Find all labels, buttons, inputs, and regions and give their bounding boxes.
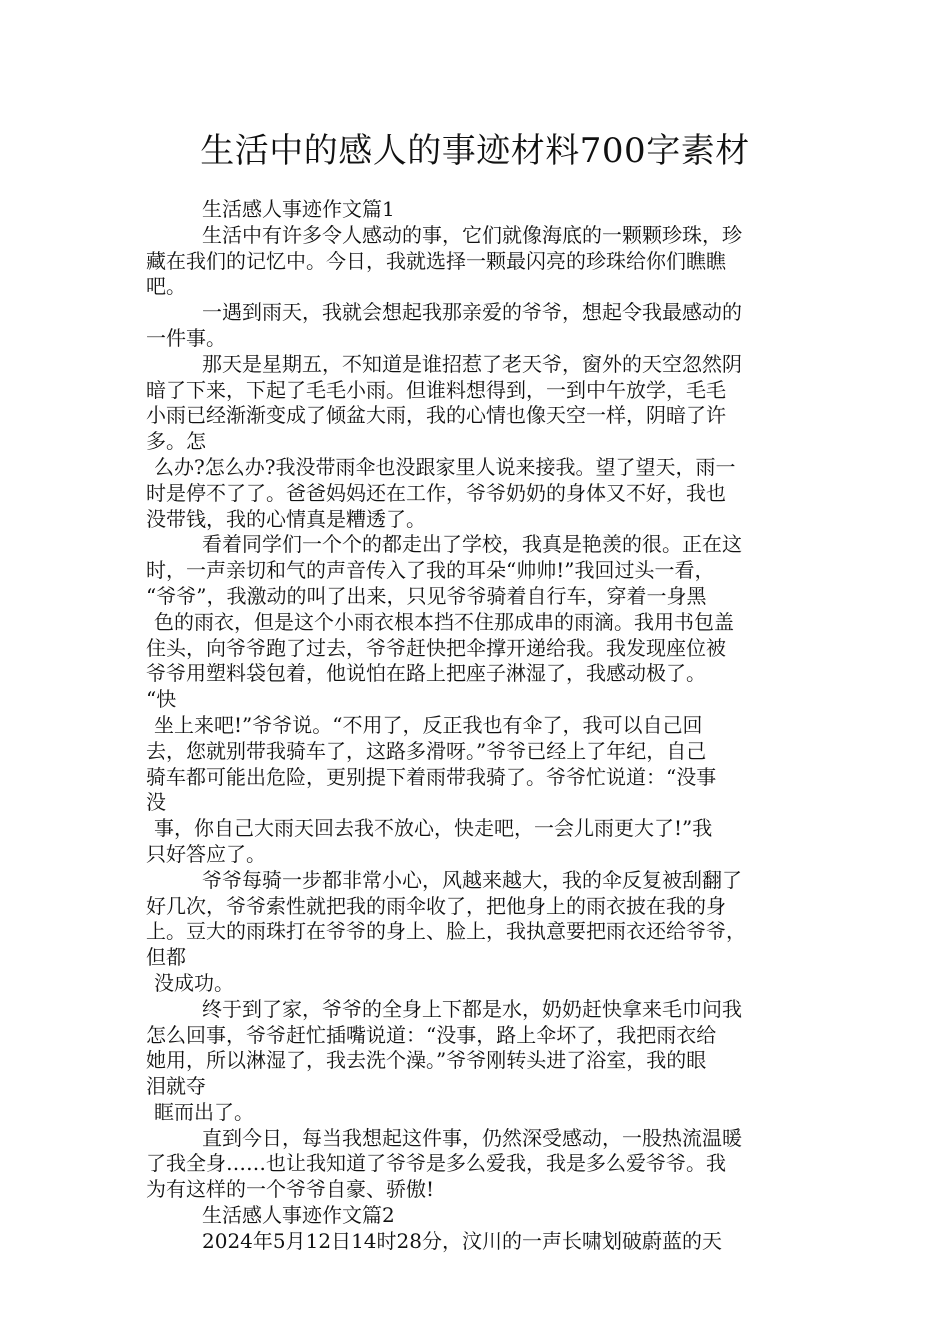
text-line: 眶而出了。 [154,1099,254,1124]
text-line: 藏在我们的记忆中。今日，我就选择一颗最闪亮的珍珠给你们瞧瞧 [146,248,726,273]
text-line: 没 [146,790,166,815]
document-body [146,197,816,1255]
text-line: 爷爷每骑一步都非常小心，风越来越大，我的伞反复被刮翻了 [202,867,742,892]
text-line: 直到今日，每当我想起这件事，仍然深受感动，一股热流温暖 [202,1125,742,1150]
text-line: 生活中有许多令人感动的事，它们就像海底的一颗颗珍珠，珍 [202,222,742,247]
text-line: 吧。 [146,274,186,299]
text-line: 么办?怎么办?我没带雨伞也没跟家里人说来接我。望了望天，雨一 [154,454,736,479]
text-line: 一遇到雨天，我就会想起我那亲爱的爷爷，想起令我最感动的 [202,300,742,325]
text-line: 去，您就别带我骑车了，这路多滑呀。”爷爷已经上了年纪，自己 [146,738,707,763]
text-line: 一件事。 [146,325,226,350]
text-line: 上。豆大的雨珠打在爷爷的身上、脸上，我执意要把雨衣还给爷爷， [146,919,746,944]
text-line: 看着同学们一个个的都走出了学校，我真是艳羡的很。正在这 [202,532,742,557]
text-line: 那天是星期五，不知道是谁招惹了老天爷，窗外的天空忽然阴 [202,351,742,376]
text-line: 爷爷用塑料袋包着，他说怕在路上把座子淋湿了，我感动极了。 [146,661,706,686]
text-line: 只好答应了。 [146,841,266,866]
text-line: 终于到了家，爷爷的全身上下都是水，奶奶赶快拿来毛巾问我 [202,996,742,1021]
text-line: 了我全身……也让我知道了爷爷是多么爱我，我是多么爱爷爷。我 [146,1151,726,1176]
text-line: 时是停不了了。爸爸妈妈还在工作，爷爷奶奶的身体又不好，我也 [146,480,726,505]
text-line: 住头，向爷爷跑了过去，爷爷赶快把伞撑开递给我。我发现座位被 [146,635,726,660]
text-line: 但都 [146,945,186,970]
text-line: 小雨已经渐渐变成了倾盆大雨，我的心情也像天空一样，阴暗了许 [146,403,726,428]
text-line: 2024年5月12日14时28分，汶川的一声长啸划破蔚蓝的天 [202,1228,722,1253]
text-line: 暗了下来，下起了毛毛小雨。但谁料想得到，一到中午放学，毛毛 [146,377,726,402]
text-line: 坐上来吧!”爷爷说。“不用了，反正我也有伞了，我可以自己回 [154,712,703,737]
text-line: 怎么回事，爷爷赶忙插嘴说道：“没事，路上伞坏了，我把雨衣给 [146,1022,717,1047]
document-title: 生活中的感人的事迹材料700字素材 [200,131,750,171]
text-line: 生活感人事迹作文篇1 [202,197,395,221]
text-line: 生活感人事迹作文篇2 [202,1203,395,1228]
text-line: 多。怎 [146,429,206,454]
text-line: 泪就夺 [146,1074,206,1099]
text-line: 色的雨衣，但是这个小雨衣根本挡不住那成串的雨滴。我用书包盖 [154,609,734,634]
text-line: 好几次，爷爷索性就把我的雨伞收了，把他身上的雨衣披在我的身 [146,893,726,918]
text-line: 没带钱，我的心情真是糟透了。 [146,506,426,531]
text-line: 为有这样的一个爷爷自豪、骄傲! [146,1177,435,1202]
text-line: 她用，所以淋湿了，我去洗个澡。”爷爷刚转头进了浴室，我的眼 [146,1048,707,1073]
text-line: 时，一声亲切和气的声音传入了我的耳朵“帅帅!”我回过头一看， [146,558,715,583]
text-line: 事，你自己大雨天回去我不放心，快走吧，一会儿雨更大了!”我 [154,816,713,841]
text-line: “快 [146,687,177,712]
text-line: 骑车都可能出危险，更别提下着雨带我骑了。爷爷忙说道：“没事 [146,764,717,789]
text-line: 没成功。 [154,970,234,995]
text-line: “爷爷”，我激动的叫了出来，只见爷爷骑着自行车，穿着一身黑 [146,583,707,608]
